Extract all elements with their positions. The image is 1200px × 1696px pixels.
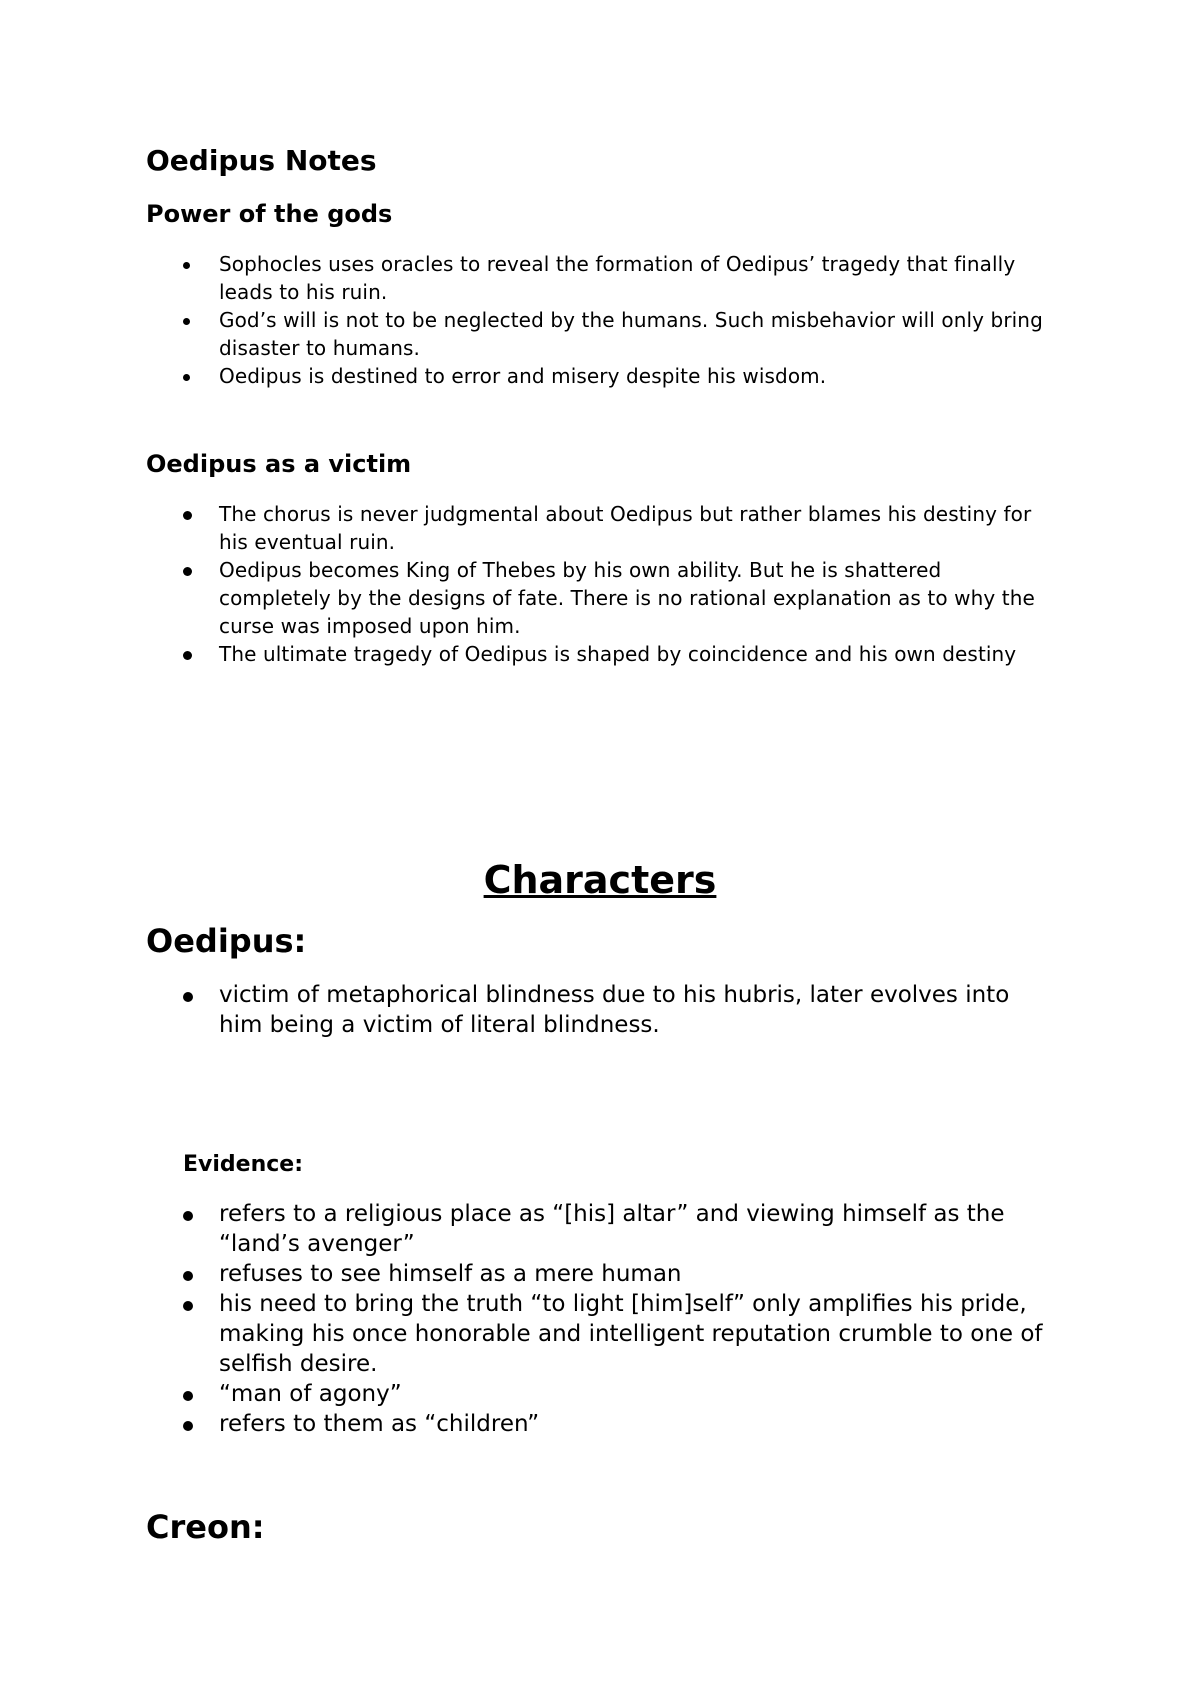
oedipus-description-list	[146, 980, 1046, 1040]
character-name-creon: Creon:	[146, 1508, 265, 1546]
section-heading-power-of-gods: Power of the gods	[146, 200, 393, 228]
characters-heading: Characters	[483, 858, 717, 902]
evidence-heading: Evidence:	[183, 1152, 304, 1177]
list-item: refers to them as “children”	[219, 1411, 540, 1437]
character-name-oedipus: Oedipus:	[146, 922, 307, 960]
oedipus-victim-list	[146, 500, 1046, 668]
list-item: Oedipus becomes King of Thebes by his own ability. But he is shattered completely by the designs of fate. There is no rational explanation as to why the curse was imposed upon him.	[219, 558, 1035, 638]
list-item: Oedipus is destined to error and misery despite his wisdom.	[219, 364, 827, 388]
section-heading-oedipus-victim: Oedipus as a victim	[146, 450, 412, 478]
list-item: The ultimate tragedy of Oedipus is shaped by coincidence and his own destiny	[219, 642, 1017, 666]
list-item: refuses to see himself as a mere human	[219, 1261, 682, 1287]
list-item: The chorus is never judgmental about Oedipus but rather blames his destiny for his eventual ruin.	[219, 502, 1032, 554]
power-of-gods-list	[146, 250, 1046, 390]
list-item: refers to a religious place as “[his] altar” and viewing himself as the “land’s avenger”	[219, 1201, 1005, 1257]
list-item: his need to bring the truth “to light [him]self” only amplifies his pride, making his once honorable and intelligent reputation crumble to one of selfish desire.	[219, 1291, 1043, 1377]
list-item: God’s will is not to be neglected by the humans. Such misbehavior will only bring disaster to humans.	[219, 308, 1043, 360]
list-item: “man of agony”	[219, 1381, 402, 1407]
list-item: victim of metaphorical blindness due to his hubris, later evolves into him being a victim of literal blindness.	[219, 982, 1010, 1038]
document-title: Oedipus Notes	[146, 144, 377, 177]
evidence-list	[146, 1199, 1046, 1439]
list-item: Sophocles uses oracles to reveal the formation of Oedipus’ tragedy that finally leads to his ruin.	[219, 252, 1016, 304]
